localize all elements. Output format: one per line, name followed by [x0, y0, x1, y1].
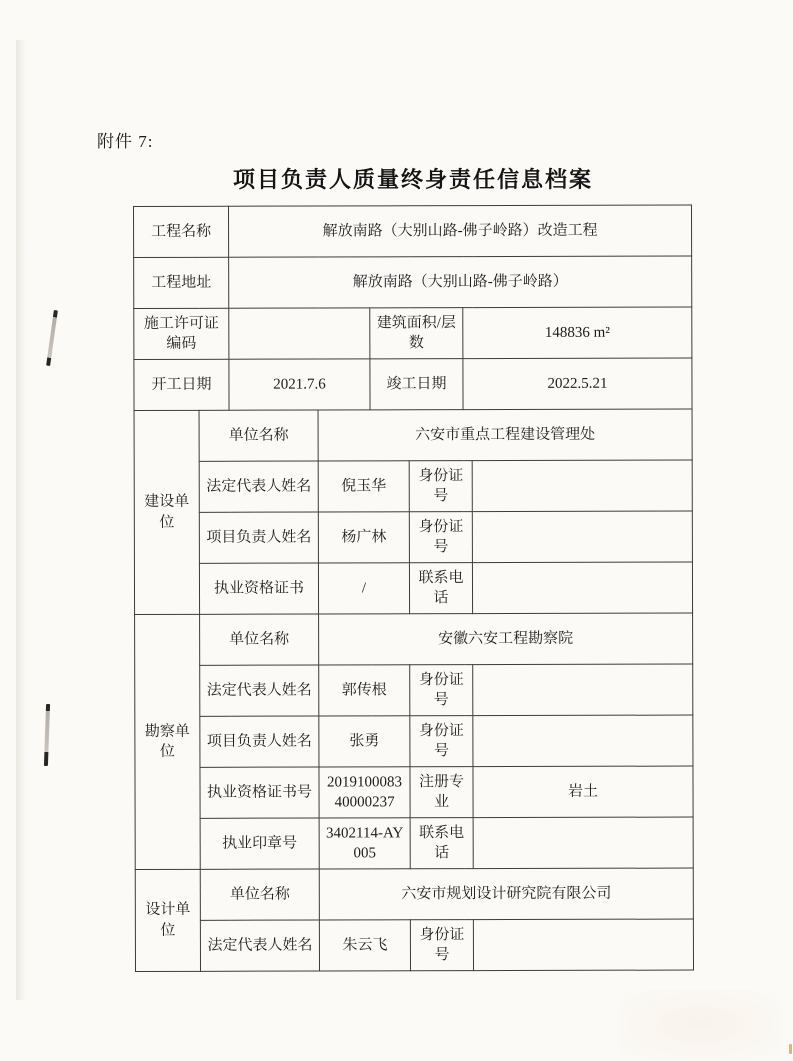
design-unit-name-value: 六安市规划设计研究院有限公司 — [319, 868, 693, 920]
row-survey-seal-no — [135, 817, 693, 869]
row-project-address — [134, 256, 692, 308]
construction-leader-value: 杨广林 — [318, 512, 409, 563]
responsibility-archive-table — [133, 205, 694, 972]
permit-value — [229, 308, 370, 359]
survey-legal-rep-value: 郭传根 — [319, 665, 410, 716]
row-survey-qualification-no — [135, 766, 693, 818]
survey-legal-rep-id-value — [473, 664, 693, 716]
survey-unit-name-label: 单位名称 — [200, 614, 319, 665]
design-legal-rep-id-value — [473, 919, 693, 971]
attachment-label: 附件 7: — [97, 132, 154, 151]
area-value: 148836 m² — [463, 307, 692, 359]
survey-qualification-no-label: 执业资格证书号 — [200, 767, 319, 818]
row-construction-legal-rep — [134, 460, 692, 512]
construction-unit-name-value: 六安市重点工程建设管理处 — [318, 409, 692, 461]
design-legal-rep-value: 朱云飞 — [319, 920, 410, 971]
row-design-legal-rep — [135, 919, 693, 971]
survey-seal-no-label: 执业印章号 — [200, 818, 319, 869]
construction-qualification-value: / — [318, 563, 409, 614]
completion-date-value: 2022.5.21 — [463, 358, 692, 410]
row-construction-unit-name — [134, 409, 692, 461]
row-construction-leader — [134, 511, 692, 563]
survey-specialty-label: 注册专业 — [410, 767, 473, 818]
row-permit-area — [134, 307, 692, 359]
staple-mark-bottom — [44, 704, 50, 766]
row-construction-qualification — [134, 562, 692, 614]
design-section-header: 设计单位 — [135, 869, 200, 971]
page-title: 项目负责人质量终身责任信息档案 — [232, 167, 593, 192]
survey-qualification-no-value: 201910008340000237 — [319, 767, 410, 818]
area-label: 建筑面积/层数 — [370, 308, 463, 359]
design-legal-rep-id-label: 身份证号 — [410, 920, 473, 971]
start-date-value: 2021.7.6 — [229, 359, 370, 410]
row-survey-legal-rep — [135, 664, 693, 716]
construction-legal-rep-id-label: 身份证号 — [409, 461, 472, 512]
survey-phone-value — [473, 817, 693, 869]
row-design-unit-name — [135, 868, 693, 920]
scan-smudge — [620, 990, 780, 1060]
survey-unit-name-value: 安徽六安工程勘察院 — [319, 613, 693, 665]
completion-date-label: 竣工日期 — [370, 359, 463, 410]
survey-legal-rep-label: 法定代表人姓名 — [200, 665, 319, 716]
survey-phone-label: 联系电话 — [410, 818, 473, 869]
survey-leader-id-label: 身份证号 — [410, 716, 473, 767]
start-date-label: 开工日期 — [134, 359, 229, 410]
project-address-label: 工程地址 — [134, 257, 229, 308]
construction-phone-value — [472, 562, 692, 614]
construction-leader-label: 项目负责人姓名 — [199, 512, 318, 563]
survey-leader-label: 项目负责人姓名 — [200, 716, 319, 767]
project-name-label: 工程名称 — [134, 206, 229, 257]
construction-phone-label: 联系电话 — [409, 563, 472, 614]
row-dates — [134, 358, 692, 410]
construction-section-header: 建设单位 — [134, 410, 200, 614]
survey-leader-id-value — [473, 715, 693, 767]
survey-specialty-value: 岩土 — [473, 766, 693, 818]
staple-mark-top — [46, 310, 58, 366]
construction-qualification-label: 执业资格证书 — [199, 563, 318, 614]
survey-section-header: 勘察单位 — [135, 614, 201, 869]
construction-unit-name-label: 单位名称 — [199, 410, 318, 461]
survey-leader-value: 张勇 — [319, 716, 410, 767]
design-unit-name-label: 单位名称 — [200, 869, 319, 920]
construction-leader-id-label: 身份证号 — [409, 512, 472, 563]
scan-edge-mark — [789, 1044, 792, 1054]
survey-seal-no-value: 3402114-AY005 — [319, 818, 410, 869]
project-address-value: 解放南路（大别山路-佛子岭路） — [229, 256, 692, 308]
construction-legal-rep-id-value — [472, 460, 692, 512]
construction-leader-id-value — [472, 511, 692, 563]
project-name-value: 解放南路（大别山路-佛子岭路）改造工程 — [229, 205, 692, 257]
construction-legal-rep-value: 倪玉华 — [318, 461, 409, 512]
row-survey-leader — [135, 715, 693, 767]
survey-legal-rep-id-label: 身份证号 — [410, 665, 473, 716]
row-project-name — [134, 205, 692, 257]
page-edge-shadow — [16, 40, 26, 1000]
permit-label: 施工许可证编码 — [134, 308, 229, 359]
construction-legal-rep-label: 法定代表人姓名 — [199, 461, 318, 512]
row-survey-unit-name — [135, 613, 693, 665]
design-legal-rep-label: 法定代表人姓名 — [200, 920, 319, 971]
